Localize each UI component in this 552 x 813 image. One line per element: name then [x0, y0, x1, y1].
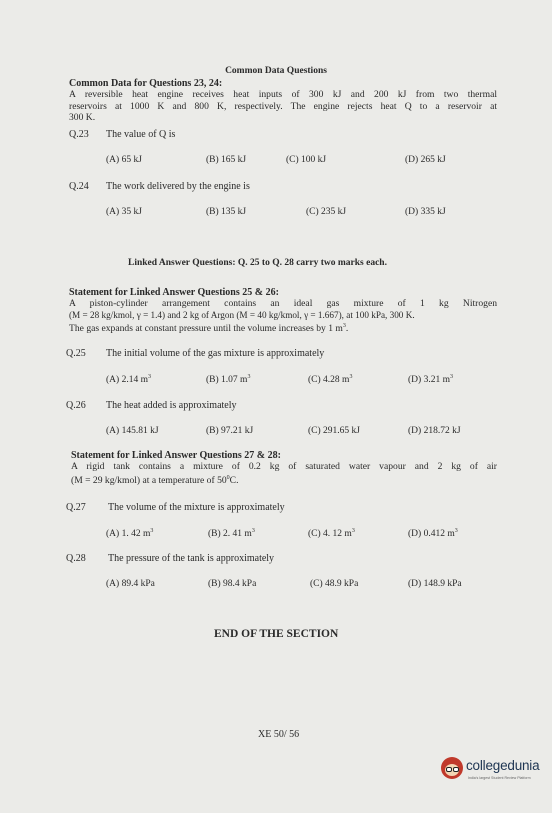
q23-option-b: (B) 165 kJ — [206, 155, 247, 165]
q23-option-a: (A) 65 kJ — [106, 155, 142, 165]
q23-option-d: (D) 265 kJ — [405, 155, 446, 165]
q23-number: Q.23 — [69, 129, 89, 140]
q28-option-d: (D) 148.9 kPa — [408, 579, 462, 589]
q26-option-a: (A) 145.81 kJ — [106, 426, 159, 436]
statement-25-26-line2: (M = 28 kg/kmol, γ = 1.4) and 2 kg of Argon (M = 40 kg/kmol, γ = 1.667), at 100 kPa, 300 K. — [69, 309, 415, 320]
page-number: XE 50/ 56 — [258, 729, 300, 740]
q27-option-c: (C) 4. 12 $m^3$ — [308, 528, 355, 540]
q27-option-d: (D) 0.412 $m^3$ — [408, 528, 458, 540]
q28-option-b: (B) 98.4 kPa — [208, 579, 257, 589]
statement-27-28-line1: A rigid tank contains a mixture of 0.2 kg of saturated water vapour and 2 kg of air — [71, 461, 497, 472]
q25-number: Q.25 — [66, 348, 86, 359]
q25-option-b: (B) 1.07 $m^3$ — [206, 374, 251, 386]
q23-text: The value of Q is — [106, 129, 176, 140]
statement-25-26-line1: A piston-cylinder arrangement contains an ideal gas mixture of 1 kg Nitrogen — [69, 298, 497, 309]
q24-text: The work delivered by the engine is — [106, 181, 250, 192]
q23-option-c: (C) 100 kJ — [286, 155, 327, 165]
statement-27-28-heading: Statement for Linked Answer Questions 27 & 28: — [71, 450, 281, 461]
logo-mascot-icon — [441, 757, 463, 779]
q27-option-b: (B) 2. 41 $m^3$ — [208, 528, 255, 540]
q28-option-c: (C) 48.9 kPa — [310, 579, 359, 589]
q24-option-d: (D) 335 kJ — [405, 207, 446, 217]
q26-option-d: (D) 218.72 kJ — [408, 426, 461, 436]
q26-option-c: (C) 291.65 kJ — [308, 426, 360, 436]
statement-25-26-heading: Statement for Linked Answer Questions 25 & 26: — [69, 287, 279, 298]
q28-text: The pressure of the tank is approximately — [108, 553, 275, 564]
section-title: Common Data Questions — [225, 66, 327, 76]
q27-option-a: (A) 1. 42 $m^3$ — [106, 528, 154, 540]
q24-option-c: (C) 235 kJ — [306, 207, 347, 217]
statement-27-28-text — [71, 461, 497, 486]
q24-number: Q.24 — [69, 181, 89, 192]
q25-text: The initial volume of the gas mixture is approximately — [106, 348, 325, 359]
q24-option-a: (A) 35 kJ — [106, 207, 142, 217]
statement-25-26-text — [69, 298, 497, 335]
q28-number: Q.28 — [66, 553, 86, 564]
statement-27-28-line2: (M = 29 kg/kmol) at a temperature of $50^0C$. — [71, 474, 239, 486]
q25-option-d: (D) 3.21 $m^3$ — [408, 374, 453, 386]
q27-text: The volume of the mixture is approximately — [108, 502, 285, 513]
common-data-line1: A reversible heat engine receives heat inputs of 300 kJ and 200 kJ from two thermal — [69, 89, 497, 100]
q26-text: The heat added is approximately — [106, 400, 237, 411]
collegedunia-logo — [441, 755, 552, 795]
common-data-line3: 300 K. — [69, 112, 96, 123]
end-of-section: END OF THE SECTION — [214, 628, 339, 640]
statement-25-26-line3: The gas expands at constant pressure until the volume increases by 1 $m^3$. — [69, 323, 349, 335]
q25-option-c: (C) 4.28 $m^3$ — [308, 374, 353, 386]
common-data-heading: Common Data for Questions 23, 24: — [69, 78, 223, 89]
logo-wordmark: collegedunia — [466, 758, 540, 773]
q26-number: Q.26 — [66, 400, 86, 411]
q27-number: Q.27 — [66, 502, 86, 513]
logo-tagline: India's largest Student Review Platform — [468, 776, 531, 780]
common-data-line2: reservoirs at 1000 K and 800 K, respectively. The engine rejects heat Q to a reservoir at — [69, 100, 497, 112]
linked-questions-heading: Linked Answer Questions: Q. 25 to Q. 28 carry two marks each. — [128, 258, 387, 268]
common-data-text — [69, 89, 497, 124]
q26-option-b: (B) 97.21 kJ — [206, 426, 254, 436]
q25-option-a: (A) 2.14 $m^3$ — [106, 374, 151, 386]
q24-option-b: (B) 135 kJ — [206, 207, 247, 217]
q28-option-a: (A) 89.4 kPa — [106, 579, 155, 589]
